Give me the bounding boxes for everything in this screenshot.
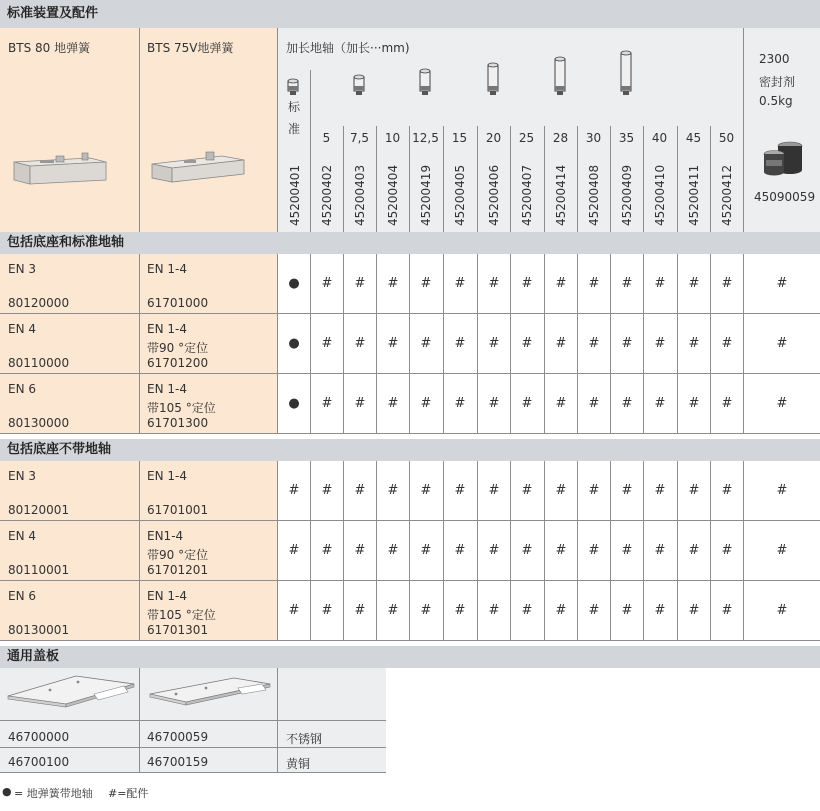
row-mark: # (721, 543, 733, 558)
row-model-code: 80120000 (8, 296, 70, 310)
row-mark: # (621, 336, 633, 351)
row-mark: # (621, 396, 633, 411)
row-vline (677, 314, 678, 374)
row-mark: # (387, 336, 399, 351)
row-vline (743, 521, 744, 581)
header-vline-3 (743, 28, 744, 232)
bts80-product-image (10, 148, 110, 188)
length-label: 50 (718, 131, 735, 145)
row-mark: # (387, 603, 399, 618)
row-mark: # (688, 603, 700, 618)
row-vline (743, 314, 744, 374)
row-mark: # (688, 276, 700, 291)
axle-code: 45200412 (720, 164, 734, 226)
row-vline (139, 581, 140, 641)
row-mark: # (588, 336, 600, 351)
header-axle-vline (677, 126, 678, 232)
row-mark: # (521, 396, 533, 411)
row-vline (409, 581, 410, 641)
row-mark-standard: ● (288, 396, 300, 411)
row-vline (677, 581, 678, 641)
row-mark: # (654, 276, 666, 291)
length-label: 25 (518, 131, 535, 145)
row-mark: # (688, 483, 700, 498)
row-divider (0, 433, 820, 434)
row-mark: # (321, 396, 333, 411)
row-vline (139, 461, 140, 521)
row-vline (310, 581, 311, 641)
row-mark: # (588, 603, 600, 618)
row-mark: # (654, 603, 666, 618)
cover-divider-2 (0, 747, 386, 748)
row-vline (510, 314, 511, 374)
row-mark: # (621, 543, 633, 558)
cover-row2-material: 黄铜 (286, 757, 311, 771)
row-mark: # (354, 276, 366, 291)
row-vline (277, 521, 278, 581)
header-cell-bts75v (140, 28, 277, 232)
cover-divider-3 (0, 772, 386, 773)
cover-row1-code2: 46700059 (147, 730, 209, 744)
row-closer-note: 带90 °定位 (147, 548, 209, 562)
row-vline (677, 254, 678, 314)
axle-icon-6 (619, 50, 633, 96)
row-vline (544, 581, 545, 641)
row-vline (376, 374, 377, 434)
row-vline (409, 374, 410, 434)
row-vline (310, 461, 311, 521)
length-label: 35 (618, 131, 635, 145)
row-vline (477, 581, 478, 641)
row-mark: # (488, 603, 500, 618)
row-vline (277, 461, 278, 521)
row-model: EN 6 (8, 382, 37, 396)
row-mark: # (654, 396, 666, 411)
row-mark-standard: # (288, 483, 300, 498)
length-label: 28 (552, 131, 569, 145)
row-vline (610, 254, 611, 314)
row-mark: # (454, 483, 466, 498)
row-vline (409, 254, 410, 314)
row-vline (643, 581, 644, 641)
row-vline (477, 314, 478, 374)
row-mark-sealant: # (776, 603, 788, 618)
row-mark: # (721, 603, 733, 618)
axle-icon-3 (418, 68, 432, 96)
row-vline (343, 521, 344, 581)
row-mark: # (387, 483, 399, 498)
row-closer: EN 1-4 (147, 469, 187, 483)
row-model-code: 80120001 (8, 503, 70, 517)
cover-row2-code2: 46700159 (147, 755, 209, 769)
length-label: 12,5 (412, 131, 439, 145)
row-mark: # (321, 483, 333, 498)
row-vline (376, 581, 377, 641)
header-axle-vline (310, 70, 311, 232)
length-label: 5 (322, 131, 331, 145)
row-vline (544, 374, 545, 434)
axle-code: 45200405 (453, 164, 467, 226)
row-mark: # (420, 276, 432, 291)
row-mark-standard: # (288, 543, 300, 558)
sealant-line1: 2300 (759, 52, 790, 66)
row-mark: # (488, 336, 500, 351)
row-mark: # (588, 483, 600, 498)
row-mark: # (555, 603, 567, 618)
row-vline (310, 254, 311, 314)
legend-dot: ● (2, 785, 12, 798)
row-vline (610, 521, 611, 581)
row-mark: # (555, 483, 567, 498)
axle-code: 45200411 (687, 164, 701, 226)
row-mark: # (454, 543, 466, 558)
row-vline (577, 374, 578, 434)
header-axle-vline (376, 126, 377, 232)
row-vline (477, 374, 478, 434)
row-mark: # (454, 396, 466, 411)
header-axle-vline (710, 126, 711, 232)
row-mark-sealant: # (776, 396, 788, 411)
row-mark: # (588, 276, 600, 291)
row-closer-code: 61701001 (147, 503, 209, 517)
row-vline (409, 461, 410, 521)
header-vline-1 (139, 28, 140, 232)
row-closer: EN 1-4 (147, 262, 187, 276)
axle-code: 45200410 (653, 164, 667, 226)
row-vline (310, 374, 311, 434)
row-mark: # (521, 276, 533, 291)
row-mark: # (654, 483, 666, 498)
row-mark: # (621, 276, 633, 291)
row-vline (643, 314, 644, 374)
row-mark: # (555, 336, 567, 351)
row-closer-note: 带105 °定位 (147, 401, 216, 415)
row-mark: # (321, 543, 333, 558)
header-bts75v-label: BTS 75V地弹簧 (147, 41, 234, 55)
row-vline (510, 461, 511, 521)
row-vline (510, 581, 511, 641)
row-vline (544, 461, 545, 521)
row-mark: # (555, 276, 567, 291)
row-vline (743, 374, 744, 434)
row-mark: # (354, 603, 366, 618)
row-vline (343, 254, 344, 314)
header-axle-vline (343, 126, 344, 232)
row-model: EN 6 (8, 589, 37, 603)
length-label: 7,5 (349, 131, 370, 145)
axle-code: 45200419 (419, 164, 433, 226)
row-mark: # (387, 276, 399, 291)
row-vline (409, 314, 410, 374)
legend-hash-text: #=配件 (108, 787, 149, 800)
row-vline (544, 314, 545, 374)
axle-code: 45200404 (386, 164, 400, 226)
cover-vline-2 (277, 668, 278, 773)
row-model: EN 4 (8, 322, 37, 336)
row-mark: # (521, 543, 533, 558)
row-mark: # (721, 276, 733, 291)
row-vline (139, 374, 140, 434)
row-mark: # (688, 396, 700, 411)
row-mark: # (387, 396, 399, 411)
row-mark: # (654, 336, 666, 351)
row-mark: # (420, 396, 432, 411)
row-vline (577, 254, 578, 314)
row-closer-code: 61701301 (147, 623, 209, 637)
cover-divider-1 (0, 720, 386, 721)
row-mark: # (454, 336, 466, 351)
sealant-line2: 密封剂 (759, 75, 796, 89)
row-model: EN 4 (8, 529, 37, 543)
row-vline (710, 581, 711, 641)
row-mark: # (688, 336, 700, 351)
row-mark: # (420, 603, 432, 618)
row-mark: # (488, 483, 500, 498)
row-model-code: 80130000 (8, 416, 70, 430)
row-mark: # (321, 336, 333, 351)
cover-row2-code1: 46700100 (8, 755, 70, 769)
axle-code: 45200409 (620, 164, 634, 226)
row-mark-sealant: # (776, 336, 788, 351)
row-vline (577, 314, 578, 374)
row-vline (443, 374, 444, 434)
axle-code: 45200407 (520, 164, 534, 226)
row-vline (710, 374, 711, 434)
row-mark: # (354, 336, 366, 351)
row-mark: # (555, 396, 567, 411)
axle-icon-4 (486, 62, 500, 96)
row-vline (710, 314, 711, 374)
row-vline (277, 314, 278, 374)
row-vline (277, 581, 278, 641)
bts75v-product-image (148, 144, 248, 188)
row-mark-standard: ● (288, 276, 300, 291)
row-mark: # (488, 396, 500, 411)
row-vline (510, 374, 511, 434)
row-vline (343, 374, 344, 434)
cover-vline-1 (139, 668, 140, 773)
header-bts80-label: BTS 80 地弹簧 (8, 41, 91, 55)
row-vline (577, 461, 578, 521)
row-mark: # (454, 603, 466, 618)
row-closer-note: 带105 °定位 (147, 608, 216, 622)
row-vline (310, 521, 311, 581)
row-mark: # (488, 276, 500, 291)
row-vline (710, 461, 711, 521)
row-vline (743, 254, 744, 314)
row-vline (510, 254, 511, 314)
row-vline (577, 581, 578, 641)
row-model-code: 80110001 (8, 563, 70, 577)
row-mark: # (721, 396, 733, 411)
header-axle-vline (510, 126, 511, 232)
row-vline (610, 374, 611, 434)
legend-dot-text: = 地弹簧带地轴 (14, 787, 93, 800)
row-mark-sealant: # (776, 276, 788, 291)
standard-label-1: 标 (288, 100, 301, 114)
row-closer: EN 1-4 (147, 322, 187, 336)
length-label: 10 (384, 131, 401, 145)
axle-code: 45200401 (288, 164, 302, 226)
sealant-code: 45090059 (754, 190, 816, 204)
axle-icon-1 (286, 78, 300, 96)
row-vline (139, 254, 140, 314)
row-vline (343, 461, 344, 521)
length-label: 30 (585, 131, 602, 145)
length-label: 15 (451, 131, 468, 145)
row-mark: # (521, 603, 533, 618)
row-vline (443, 581, 444, 641)
row-mark: # (721, 336, 733, 351)
row-mark: # (521, 483, 533, 498)
row-vline (677, 374, 678, 434)
row-vline (643, 254, 644, 314)
header-axle-vline (477, 126, 478, 232)
row-vline (310, 314, 311, 374)
row-vline (710, 521, 711, 581)
row-vline (443, 521, 444, 581)
row-vline (376, 314, 377, 374)
row-vline (610, 581, 611, 641)
standard-label-2: 准 (288, 122, 301, 136)
row-divider (0, 640, 820, 641)
row-mark: # (321, 603, 333, 618)
cover-row1-material: 不锈钢 (286, 732, 323, 746)
row-vline (743, 461, 744, 521)
length-label: 45 (685, 131, 702, 145)
row-vline (343, 314, 344, 374)
row-vline (477, 254, 478, 314)
row-vline (443, 314, 444, 374)
header-axle-vline (577, 126, 578, 232)
row-vline (376, 521, 377, 581)
row-mark: # (354, 543, 366, 558)
row-vline (477, 461, 478, 521)
row-closer: EN 1-4 (147, 382, 187, 396)
row-mark: # (321, 276, 333, 291)
row-vline (610, 314, 611, 374)
row-closer-code: 61701300 (147, 416, 209, 430)
row-vline (443, 254, 444, 314)
axle-code: 45200402 (320, 164, 334, 226)
row-mark: # (420, 543, 432, 558)
row-mark: # (521, 336, 533, 351)
row-mark: # (588, 543, 600, 558)
row-mark: # (588, 396, 600, 411)
axle-icon-5 (553, 56, 567, 96)
row-vline (277, 254, 278, 314)
row-mark: # (387, 543, 399, 558)
row-mark: # (454, 276, 466, 291)
axle-icon-2 (352, 74, 366, 96)
section-without-axle: 包括底座不带地轴 (0, 439, 820, 461)
row-vline (643, 521, 644, 581)
row-vline (510, 521, 511, 581)
axle-code: 45200408 (587, 164, 601, 226)
row-closer-code: 61701201 (147, 563, 209, 577)
row-vline (139, 314, 140, 374)
row-vline (677, 461, 678, 521)
length-label: 40 (651, 131, 668, 145)
row-vline (544, 254, 545, 314)
row-mark: # (621, 483, 633, 498)
row-vline (577, 521, 578, 581)
sealant-line3: 0.5kg (759, 94, 793, 108)
header-axle-vline (610, 126, 611, 232)
axle-code: 45200406 (487, 164, 501, 226)
row-closer: EN 1-4 (147, 589, 187, 603)
row-mark-standard: # (288, 603, 300, 618)
row-mark: # (688, 543, 700, 558)
row-mark: # (721, 483, 733, 498)
header-axle-vline (643, 126, 644, 232)
row-model-code: 80110000 (8, 356, 70, 370)
row-model: EN 3 (8, 469, 37, 483)
row-vline (277, 374, 278, 434)
row-vline (477, 521, 478, 581)
row-closer-code: 61701000 (147, 296, 209, 310)
cover-row1-code1: 46700000 (8, 730, 70, 744)
section-standard: 标准装置及配件 (0, 0, 820, 28)
length-label: 20 (485, 131, 502, 145)
header-extension-label: 加长地轴（加长···mm) (286, 41, 410, 55)
row-mark: # (420, 336, 432, 351)
row-closer-note: 带90 °定位 (147, 341, 209, 355)
row-vline (610, 461, 611, 521)
row-mark-standard: ● (288, 336, 300, 351)
header-axle-vline (544, 126, 545, 232)
axle-code: 45200403 (353, 164, 367, 226)
cover-plate-image-2 (146, 672, 274, 716)
row-mark: # (420, 483, 432, 498)
row-vline (743, 581, 744, 641)
row-vline (710, 254, 711, 314)
header-axle-vline (443, 126, 444, 232)
header-axle-vline (409, 126, 410, 232)
row-model-code: 80130001 (8, 623, 70, 637)
header-vline-2 (277, 28, 278, 232)
row-vline (643, 374, 644, 434)
row-vline (376, 254, 377, 314)
row-mark-sealant: # (776, 543, 788, 558)
row-vline (343, 581, 344, 641)
row-closer: EN1-4 (147, 529, 184, 543)
cover-plate-image-1 (6, 672, 136, 716)
row-vline (443, 461, 444, 521)
row-mark: # (354, 396, 366, 411)
row-vline (376, 461, 377, 521)
row-mark: # (621, 603, 633, 618)
row-mark: # (555, 543, 567, 558)
row-mark-sealant: # (776, 483, 788, 498)
section-with-standard-axle: 包括底座和标准地轴 (0, 232, 820, 254)
row-model: EN 3 (8, 262, 37, 276)
sealant-can-icon (760, 138, 806, 178)
row-mark: # (654, 543, 666, 558)
row-vline (409, 521, 410, 581)
section-cover-plates: 通用盖板 (0, 646, 820, 668)
row-vline (643, 461, 644, 521)
row-vline (139, 521, 140, 581)
row-closer-code: 61701200 (147, 356, 209, 370)
row-mark: # (354, 483, 366, 498)
row-vline (677, 521, 678, 581)
header-cell-bts80 (0, 28, 139, 232)
row-mark: # (488, 543, 500, 558)
row-vline (544, 521, 545, 581)
axle-code: 45200414 (554, 164, 568, 226)
